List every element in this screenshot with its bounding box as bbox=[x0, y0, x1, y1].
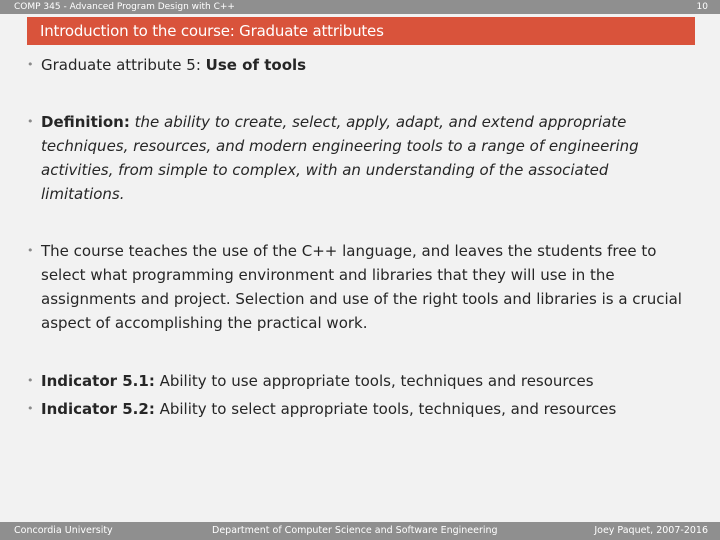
slide-title: Introduction to the course: Graduate attributes bbox=[40, 22, 384, 40]
bullet-bold-text: Use of tools bbox=[205, 56, 307, 74]
footer-bar bbox=[0, 522, 720, 540]
bullet-definition bbox=[25, 110, 695, 206]
bullet-bold-text: Indicator 5.2: bbox=[41, 400, 155, 418]
bullet-text: Ability to use appropriate tools, techniques and resources bbox=[159, 372, 594, 390]
bullet-marker: • bbox=[27, 115, 34, 128]
slide-title-bar bbox=[27, 17, 695, 45]
bullet-marker: • bbox=[27, 244, 34, 257]
bullet-text: The course teaches the use of the C++ language, and leaves the students free to select what programming environment and libraries that they will use in the assignments and project. Selection and use of the right tools and libraries is a crucial aspect of accomplishing the practical work. bbox=[41, 242, 682, 332]
bullet-marker: • bbox=[27, 402, 34, 415]
bullet-indicator-5-2 bbox=[25, 397, 695, 421]
course-name: COMP 345 - Advanced Program Design with C++ bbox=[14, 2, 235, 12]
bullet-text: the ability to create, select, apply, adapt, and extend appropriate techniques, resources, and modern engineering tools to a range of engineering activities, from simple to complex, with an understanding of the associated limitations. bbox=[41, 113, 639, 203]
footer-author: Joey Paquet, 2007-2016 bbox=[594, 525, 708, 536]
bullet-graduate-attribute bbox=[25, 53, 695, 77]
footer-university: Concordia University bbox=[14, 525, 113, 536]
slide-content bbox=[25, 53, 695, 421]
page-number: 10 bbox=[696, 2, 708, 12]
footer-department: Department of Computer Science and Software Engineering bbox=[212, 525, 498, 536]
bullet-text: Ability to select appropriate tools, techniques, and resources bbox=[159, 400, 617, 418]
header-bar bbox=[0, 0, 720, 14]
bullet-marker: • bbox=[27, 374, 34, 387]
bullet-bold-text: Indicator 5.1: bbox=[41, 372, 155, 390]
bullet-indicator-5-1 bbox=[25, 369, 695, 393]
bullet-text: Graduate attribute 5: bbox=[41, 56, 206, 74]
bullet-course-tools bbox=[25, 239, 695, 335]
bullet-bold-text: Definition: bbox=[41, 113, 130, 131]
bullet-marker: • bbox=[27, 58, 34, 71]
